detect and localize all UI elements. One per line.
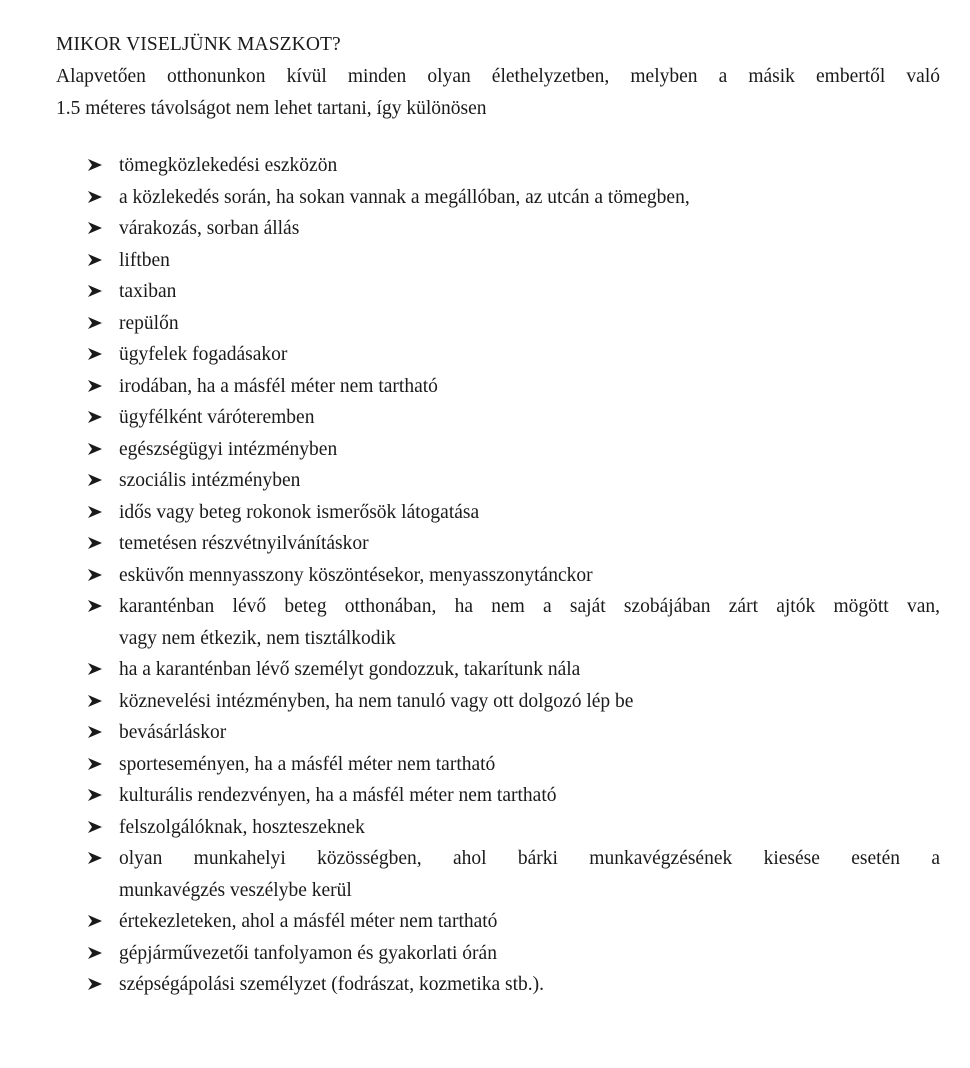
list-item-line: tömegközlekedési eszközön (119, 155, 338, 176)
intro-line: Alapvetően otthonunkon kívül minden olyan élethelyzetben, melyben a másik embertől való (56, 66, 940, 87)
arrowhead-bullet-icon (87, 560, 105, 592)
list-item-text (119, 276, 940, 308)
list-item-line: repülőn (119, 312, 179, 334)
list-item-text (119, 402, 940, 434)
list-item-line: temetésen részvétnyilvánításkor (119, 533, 369, 554)
list-item-text (119, 969, 940, 1001)
arrowhead-bullet-icon (87, 969, 105, 1001)
list-item-line: ügyfélként váróteremben (119, 407, 315, 428)
list-item-text (119, 434, 940, 466)
list-item-line: sporteseményen, ha a másfél méter nem tartható (119, 753, 496, 775)
list-item-text (119, 371, 940, 403)
list-item-line: taxiban (119, 281, 177, 302)
list-item-text (119, 717, 940, 749)
list-item-text (119, 654, 940, 686)
list-item-line: idős vagy beteg rokonok ismerősök látogatása (119, 501, 480, 523)
arrowhead-bullet-icon (87, 906, 105, 938)
list-item-line: karanténban lévő beteg otthonában, ha nem a saját szobájában zárt ajtók mögött van, (119, 596, 940, 617)
arrowhead-bullet-icon (87, 749, 105, 781)
arrowhead-bullet-icon (87, 780, 105, 812)
arrowhead-bullet-icon (87, 654, 105, 686)
list-item-line: ügyfelek fogadásakor (119, 344, 288, 365)
arrowhead-bullet-icon (87, 938, 105, 970)
list-item-text (119, 245, 940, 277)
list-item-line: felszolgálóknak, hoszteszeknek (119, 816, 365, 838)
list-item-text (119, 843, 940, 906)
list-item-line: kulturális rendezvényen, ha a másfél méter nem tartható (119, 785, 557, 806)
list-item-line: bevásárláskor (119, 722, 227, 743)
intro-line: 1.5 méteres távolságot nem lehet tartani, így különösen (56, 98, 487, 119)
arrowhead-bullet-icon (87, 686, 105, 718)
arrowhead-bullet-icon (87, 245, 105, 277)
list-item-text (119, 213, 940, 245)
list-item-text (119, 780, 940, 812)
list-item-text (119, 465, 940, 497)
arrowhead-bullet-icon (87, 371, 105, 403)
list-item-line: irodában, ha a másfél méter nem tartható (119, 375, 438, 397)
list-item-line: szépségápolási személyzet (fodrászat, kozmetika stb.). (119, 974, 545, 995)
list-item-text (119, 560, 940, 592)
arrowhead-bullet-icon (87, 402, 105, 434)
list-item-text (119, 182, 940, 214)
arrowhead-bullet-icon (87, 150, 105, 182)
list-item-line: szociális intézményben (119, 470, 301, 491)
arrowhead-bullet-icon (87, 812, 105, 844)
document-title: MIKOR VISELJÜNK MASZKOT? (56, 34, 341, 55)
list-item-text (119, 339, 940, 371)
list-item-text (119, 528, 940, 560)
list-item-line: munkavégzés veszélybe kerül (119, 879, 352, 901)
arrowhead-bullet-icon (87, 528, 105, 560)
arrowhead-bullet-icon (87, 717, 105, 749)
list-item-text (119, 812, 940, 844)
list-item-text (119, 150, 940, 182)
list-item-text (119, 308, 940, 340)
list-item-text (119, 686, 940, 718)
arrowhead-bullet-icon (87, 308, 105, 340)
arrowhead-bullet-icon (87, 182, 105, 214)
list-item-text (119, 906, 940, 938)
arrowhead-bullet-icon (87, 591, 105, 623)
list-item-line: köznevelési intézményben, ha nem tanuló vagy ott dolgozó lép be (119, 690, 634, 712)
list-item-line: egészségügyi intézményben (119, 438, 338, 460)
list-item-line: ha a karanténban lévő személyt gondozzuk, takarítunk nála (119, 659, 581, 680)
list-item-line: várakozás, sorban állás (119, 218, 300, 239)
list-item-line: esküvőn mennyasszony köszöntésekor, menyasszonytánckor (119, 564, 593, 586)
list-item-line: gépjárművezetői tanfolyamon és gyakorlati órán (119, 942, 497, 964)
arrowhead-bullet-icon (87, 434, 105, 466)
list-item-text (119, 938, 940, 970)
list-item-text (119, 749, 940, 781)
arrowhead-bullet-icon (87, 339, 105, 371)
list-item-line: a közlekedés során, ha sokan vannak a megállóban, az utcán a tömegben, (119, 186, 690, 208)
arrowhead-bullet-icon (87, 465, 105, 497)
list-item-line: liftben (119, 249, 170, 271)
list-item-line: értekezleteken, ahol a másfél méter nem tartható (119, 911, 498, 932)
arrowhead-bullet-icon (87, 213, 105, 245)
list-item-text (119, 591, 940, 654)
list-item-line: olyan munkahelyi közösségben, ahol bárki munkavégzésének kiesése esetén a (119, 848, 940, 869)
list-item-line: vagy nem étkezik, nem tisztálkodik (119, 627, 396, 649)
arrowhead-bullet-icon (87, 276, 105, 308)
arrowhead-bullet-icon (87, 497, 105, 529)
intro-paragraph (56, 61, 940, 125)
arrowhead-bullet-icon (87, 843, 105, 875)
list-item-text (119, 497, 940, 529)
